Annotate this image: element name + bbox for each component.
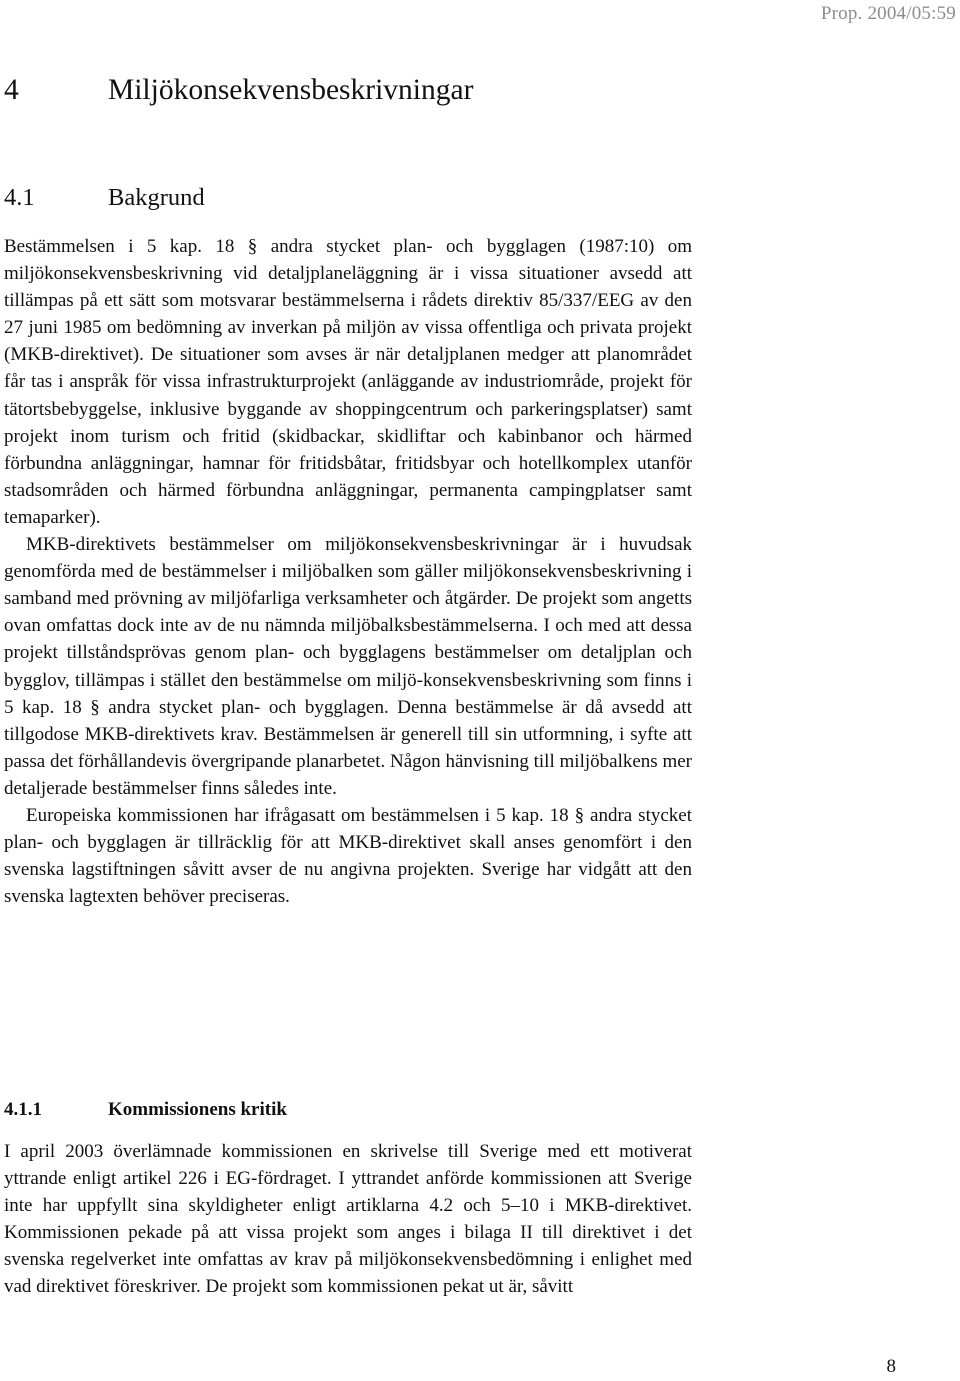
document-reference: Prop. 2004/05:59 — [820, 3, 956, 24]
paragraph: I april 2003 överlämnade kommissionen en skrivelse till Sverige med ett motiverat yttrande enligt artikel 226 i EG-fördraget. I yttrandet anförde kommissionen att Sverige inte har uppfyllt sina skyldigheter enligt artiklarna 4.2 och 5–10 i MKB-direktivet. Kommissionen pekade på att vissa projekt som anges i bilaga II till direktivet i det svenska regelverket inte omfattas av krav på miljökonsekvensbedömning i enlighet med vad direktivet föreskriver. De projekt som kommissionen pekat ut är, såvitt — [4, 1141, 692, 1298]
subsection-body — [4, 1138, 692, 1301]
section-heading — [4, 184, 205, 212]
paragraph: Bestämmelsen i 5 kap. 18 § andra stycket plan- och bygglagen (1987:10) om miljökonsekvensbeskrivning vid detaljplaneläggning är i vissa situationer avsedd att tillämpas på ett sätt som motsvarar bestämmelserna i rådets direktiv 85/337/EEG av den 27 juni 1985 om bedömning av inverkan på miljön av vissa offentliga och privata projekt (MKB-direktivet). De situationer som avses är när detaljplanen medger att planområdet får tas i anspråk för vissa infrastrukturprojekt (anläggande av industriområde, projekt för tätortsbebyggelse, inklusive byggande av shoppingcentrum och parkeringsplatser) samt projekt inom turism och fritid (skidbackar, skidliftar och kabinbanor och härmed förbundna anläggningar, hamnar för fritidsbåtar, fritidsbyar och hotellkomplex utanför stadsområden och härmed förbundna anläggningar, permanenta campingplatser samt temaparker). — [4, 236, 692, 528]
chapter-number: 4 — [4, 74, 19, 106]
page-number: 8 — [886, 1356, 896, 1377]
chapter-title: Miljökonsekvensbeskrivningar — [108, 74, 474, 106]
section-title: Bakgrund — [108, 184, 205, 211]
paragraph: MKB-direktivets bestämmelser om miljökonsekvensbeskrivningar är i huvudsak genomförda med de bestämmelser i miljöbalken som gäller miljökonsekvensbeskrivning i samband med prövning av miljöfarliga verksamheter och åtgärder. De projekt som angetts ovan omfattas dock inte av de nu nämnda miljöbalksbestämmelserna. I och med att dessa projekt tillståndsprövas genom plan- och bygglagens bestämmelser om detaljplan och bygglov, tillämpas i stället den bestämmelse om miljö-konsekvensbeskrivning som finns i 5 kap. 18 § andra stycket plan- och bygglagen. Denna bestämmelse är då avsedd att tillgodose MKB-direktivets krav. Bestämmelsen är generell till sin utformning, i syfte att passa det förhållandevis övergripande planarbetet. Någon hänvisning till miljöbalkens mer detaljerade bestämmelser finns således inte. — [4, 534, 692, 799]
paragraph: Europeiska kommissionen har ifrågasatt om bestämmelsen i 5 kap. 18 § andra stycket plan- och bygglagen är tillräcklig för att MKB-direktivet skall anses genomfört i den svenska lagstiftningen såvitt avser de nu angivna projekten. Sverige har vidgått att den svenska lagtexten behöver preciseras. — [4, 804, 692, 908]
section-body — [4, 233, 692, 910]
subsection-heading — [4, 1099, 287, 1121]
chapter-heading — [4, 74, 473, 107]
subsection-number: 4.1.1 — [4, 1099, 42, 1120]
subsection-title: Kommissionens kritik — [108, 1099, 287, 1120]
section-number: 4.1 — [4, 184, 35, 211]
